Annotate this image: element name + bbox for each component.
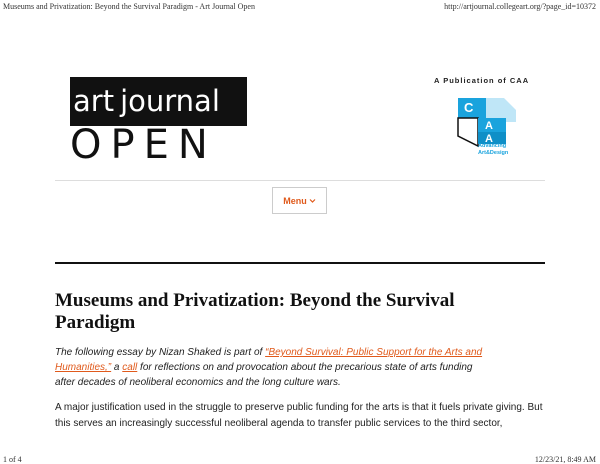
menu-button[interactable] bbox=[272, 187, 327, 214]
caa-tagline-line-1: Advancing bbox=[478, 143, 507, 149]
beyond-survival-link[interactable]: “Beyond Survival: Public Support for the Arts and Humanities,” bbox=[55, 347, 483, 373]
caa-letter-a-top: A bbox=[485, 120, 493, 132]
content-divider bbox=[55, 262, 545, 264]
logo-word-art: art bbox=[73, 84, 115, 118]
call-link[interactable]: call bbox=[122, 362, 138, 373]
caa-tagline bbox=[478, 143, 528, 156]
article-title: Museums and Privatization: Beyond the Survival Paradigm bbox=[55, 290, 455, 333]
menu-label: Menu bbox=[283, 195, 307, 206]
article-intro bbox=[55, 345, 495, 390]
intro-text-3: for reflections on and provocation about the precarious state of arts funding after decades of neoliberal economics and the long culture wars. bbox=[55, 362, 473, 388]
print-datetime: 12/23/21, 8:49 AM bbox=[534, 455, 596, 464]
print-page-url: http://artjournal.collegeart.org/?page_id=10372 bbox=[444, 2, 596, 11]
intro-text-2: a bbox=[111, 362, 123, 373]
logo-word-open: OPEN bbox=[70, 122, 217, 168]
publication-line: A Publication of CAA bbox=[434, 76, 530, 85]
caa-logo-outline bbox=[458, 118, 478, 146]
caa-letter-c: C bbox=[464, 100, 474, 115]
header-divider bbox=[55, 180, 545, 181]
chevron-down-icon bbox=[309, 198, 316, 204]
print-page-number: 1 of 4 bbox=[3, 455, 22, 464]
caa-letter-a-bottom: A bbox=[485, 133, 493, 145]
art-journal-open-logo[interactable] bbox=[70, 77, 247, 168]
caa-tagline-line-2: Art&Design bbox=[478, 149, 509, 156]
intro-text-1: The following essay by Nizan Shaked is part of bbox=[55, 347, 266, 358]
logo-word-journal: journal bbox=[120, 84, 220, 118]
print-page-title: Museums and Privatization: Beyond the Survival Paradigm - Art Journal Open bbox=[3, 2, 255, 11]
article-body-paragraph: A major justification used in the struggle to preserve public funding for the arts is that it fuels private giving. But this serves an increasingly successful neoliberal agenda to transfer public services to the third sector, bbox=[55, 402, 543, 429]
logo-top-bar bbox=[70, 77, 247, 126]
